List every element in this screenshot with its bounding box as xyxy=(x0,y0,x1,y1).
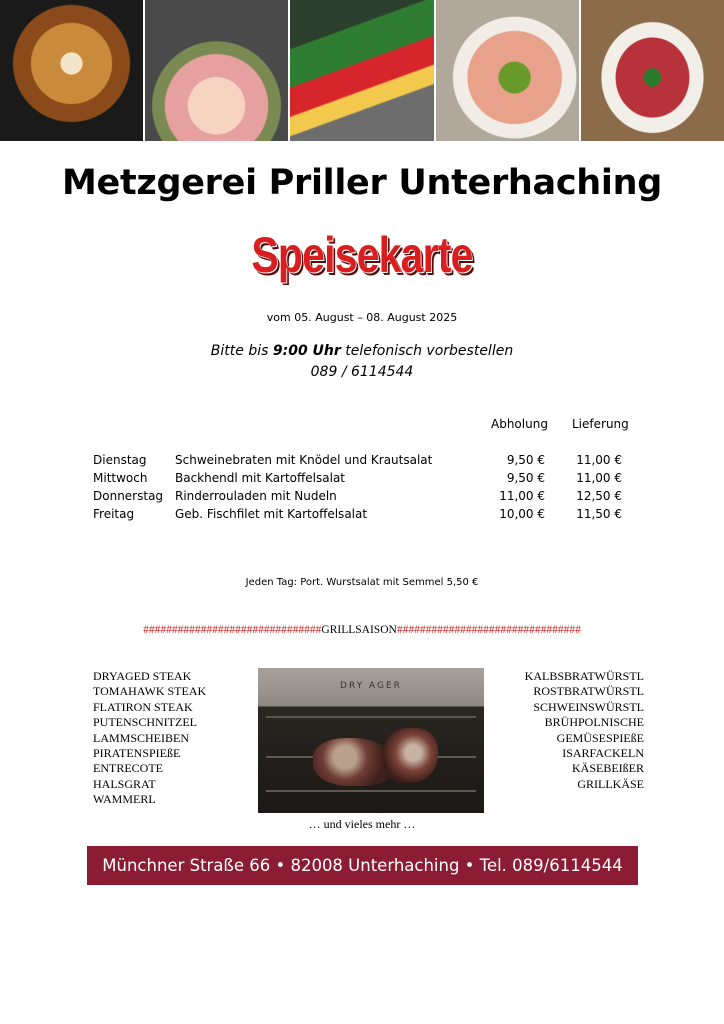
table-row xyxy=(93,487,633,505)
page-title: Metzgerei Priller Unterhaching xyxy=(62,163,662,203)
banner-hashes-left: ############################### xyxy=(143,624,322,636)
aged-meat-shape xyxy=(383,728,438,783)
list-item: KÄSEBEIßER xyxy=(572,761,644,776)
pickup-price-cell: 10,00 € xyxy=(499,507,545,521)
list-item: PIRATENSPIEßE xyxy=(93,746,181,761)
list-item: BRÜHPOLNISCHE xyxy=(544,715,644,730)
pickup-price-cell: 11,00 € xyxy=(499,489,545,503)
dry-ager-logo: DRY AGER xyxy=(340,681,402,691)
grill-list-right xyxy=(525,669,644,792)
day-cell: Donnerstag xyxy=(93,489,164,503)
list-item: PUTENSCHNITZEL xyxy=(93,715,197,730)
column-header-delivery: Lieferung xyxy=(572,417,629,431)
dish-cell: Geb. Fischfilet mit Kartoffelsalat xyxy=(175,507,368,521)
list-item: ENTRECOTE xyxy=(93,761,163,776)
aged-meat-shape xyxy=(313,738,393,786)
table-row xyxy=(93,469,633,487)
delivery-price-cell: 11,50 € xyxy=(576,507,622,521)
daily-offer: Jeden Tag: Port. Wurstsalat mit Semmel 5,50 € xyxy=(245,577,479,588)
menu-heading: Speisekarte xyxy=(251,227,473,283)
delivery-price-cell: 11,00 € xyxy=(576,453,622,467)
day-cell: Dienstag xyxy=(93,453,147,467)
dish-cell: Schweinebraten mit Knödel und Krautsalat xyxy=(175,453,433,467)
footer-address-bar xyxy=(87,846,638,885)
pickup-price-cell: 9,50 € xyxy=(506,471,545,485)
vegetable-display-photo xyxy=(290,0,433,141)
column-header-pickup: Abholung xyxy=(491,417,548,431)
fruit-and-meat-platter-photo xyxy=(145,0,288,141)
grill-list-left xyxy=(93,669,206,808)
list-item: GEMÜSESPIEßE xyxy=(556,730,644,745)
antipasti-platter-photo xyxy=(436,0,579,141)
photo-strip xyxy=(0,0,724,141)
order-time: 9:00 Uhr xyxy=(272,343,341,359)
order-phone: 089 / 6114544 xyxy=(310,364,414,380)
table-row xyxy=(93,451,633,469)
delivery-price-cell: 11,00 € xyxy=(576,471,622,485)
pickup-price-cell: 9,50 € xyxy=(506,453,545,467)
day-cell: Freitag xyxy=(93,507,135,521)
order-instruction xyxy=(0,343,724,359)
braided-bread-platter-photo xyxy=(0,0,143,141)
dry-ager-photo xyxy=(258,668,484,813)
list-item: HALSGRAT xyxy=(93,776,156,791)
table-row xyxy=(93,505,633,523)
list-item: ISARFACKELN xyxy=(562,746,644,761)
list-item: GRILLKÄSE xyxy=(577,776,644,791)
delivery-price-cell: 12,50 € xyxy=(576,489,622,503)
day-cell: Mittwoch xyxy=(93,471,148,485)
list-item: DRYAGED STEAK xyxy=(93,669,192,683)
list-item: LAMMSCHEIBEN xyxy=(93,730,190,745)
list-item: TOMAHAWK STEAK xyxy=(93,684,207,699)
list-item: WAMMERL xyxy=(93,792,156,807)
menu-table xyxy=(93,451,633,523)
grill-season-banner xyxy=(86,624,638,636)
rack-line xyxy=(266,790,476,792)
order-suffix: telefonisch vorbestellen xyxy=(345,343,514,359)
list-item: SCHWEINSWÜRSTL xyxy=(533,699,644,714)
dish-cell: Backhendl mit Kartoffelsalat xyxy=(175,471,346,485)
list-item: ROSTBRATWÜRSTL xyxy=(533,684,644,699)
order-prefix: Bitte bis xyxy=(210,343,269,359)
rack-line xyxy=(266,716,476,718)
footer-address: Münchner Straße 66 • 82008 Unterhaching • Tel. 089/6114544 xyxy=(102,856,623,875)
carpaccio-plate-photo xyxy=(581,0,724,141)
date-range: vom 05. August – 08. August 2025 xyxy=(266,311,458,324)
and-much-more-text: … und vieles mehr … xyxy=(308,817,416,831)
grill-season-label: GRILLSAISON xyxy=(321,624,397,636)
banner-hashes-right: ################################ xyxy=(396,624,581,636)
list-item: KALBSBRATWÜRSTL xyxy=(524,669,644,683)
list-item: FLATIRON STEAK xyxy=(93,699,193,714)
dish-cell: Rinderrouladen mit Nudeln xyxy=(175,489,337,503)
